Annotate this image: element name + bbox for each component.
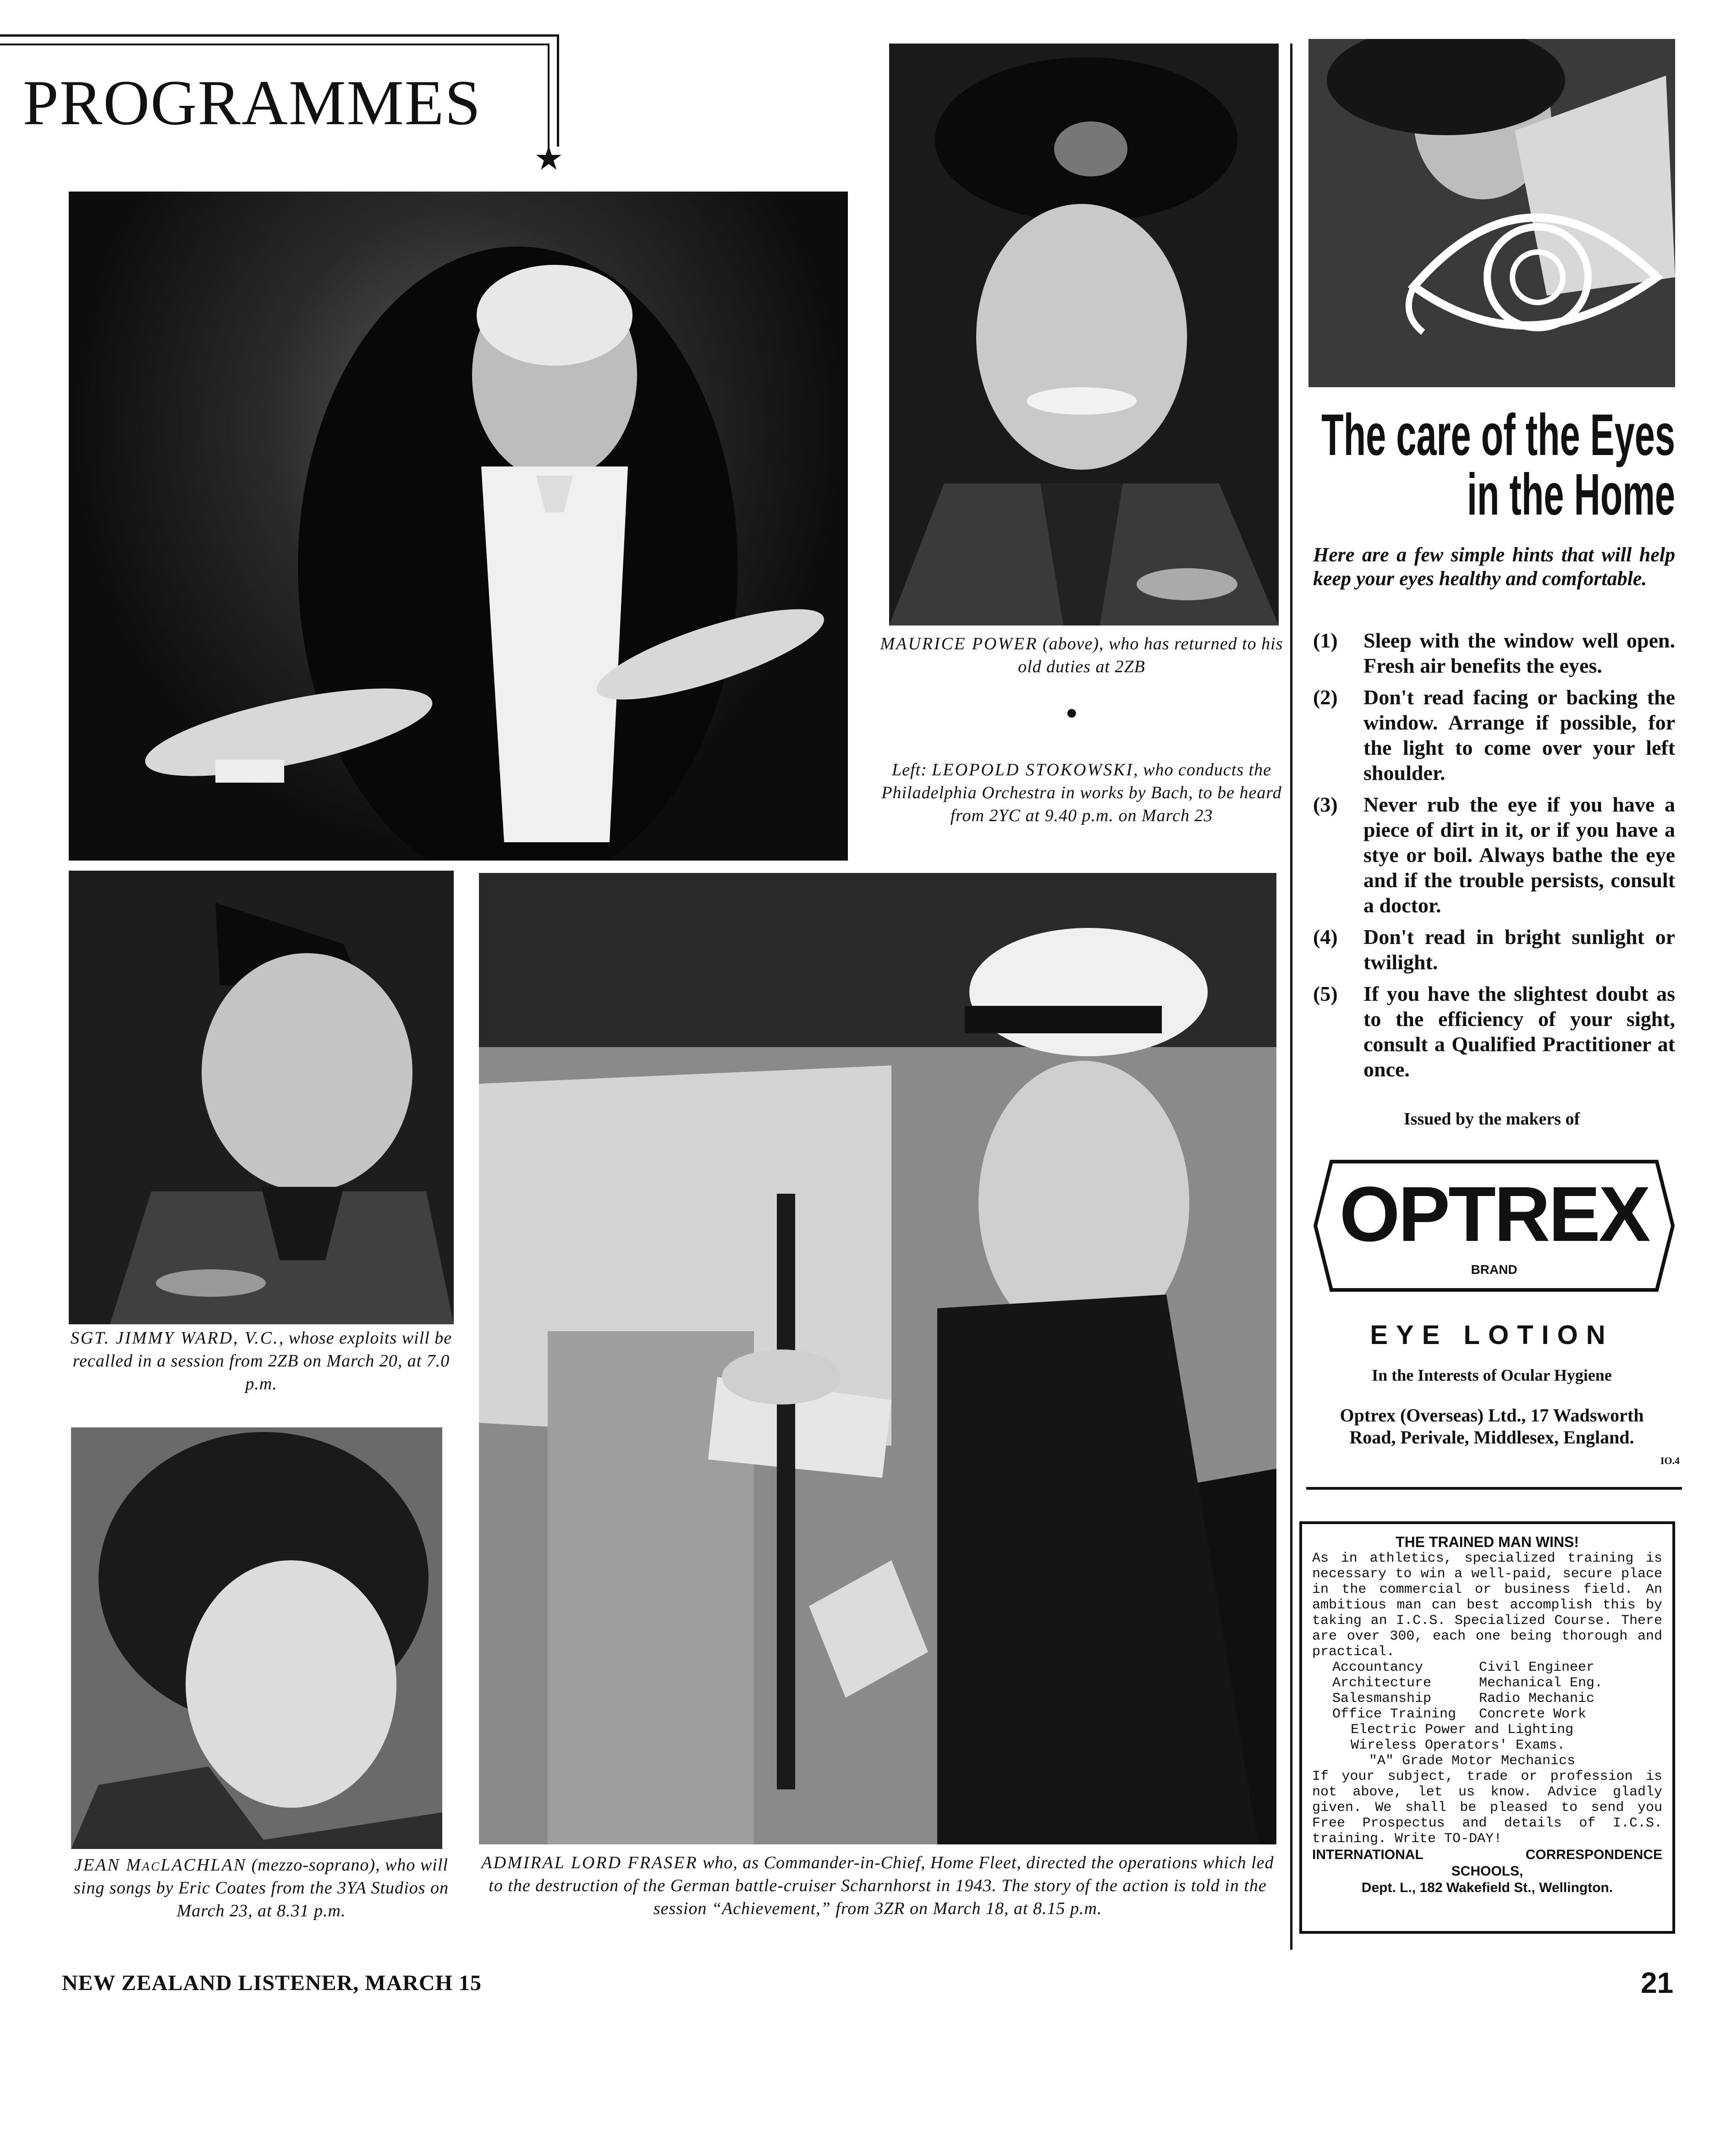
ics-headline: THE TRAINED MAN WINS!	[1396, 1534, 1579, 1550]
hint-item: (5) If you have the slightest doubt as to the efficiency of your sight, consult a Qualified Practitioner at once.	[1313, 982, 1675, 1081]
star-icon: ★	[534, 140, 564, 177]
ics-course: Architecture	[1332, 1675, 1432, 1691]
optrex-address: Optrex (Overseas) Ltd., 17 Wadsworth Road, Perivale, Middlesex, England.	[1340, 1405, 1644, 1448]
caption-name: LEOPOLD STOKOWSKI	[932, 760, 1134, 779]
ics-course: Electric Power and Lighting	[1351, 1722, 1574, 1738]
ics-closing: If your subject, trade or profession is not above, let us know. Advice gladly given. We shall be pleased to send you Free Prospectus and details of I.C.S. training. Write TO-DAY!	[1312, 1769, 1662, 1847]
caption-name: MAURICE POWER	[880, 634, 1038, 653]
ics-org-line2: SCHOOLS,	[1451, 1864, 1523, 1879]
page-number: 21	[1641, 1966, 1674, 1999]
caption-text: who, as Commander-in-Chief, Home Fleet, directed the operations which led to the destruction of the German battle-cruiser Scharnhorst in 1943. The story of the action is told in the session “Achievement,” from 3ZR on March 18, at 8.15 p.m.	[489, 1853, 1274, 1918]
optrex-intro: Here are a few simple hints that will help keep your eyes healthy and comfortable.	[1313, 543, 1675, 590]
footer-publication: NEW ZEALAND LISTENER, MARCH 15	[62, 1971, 482, 1995]
optrex-logo	[1313, 1152, 1675, 1299]
admiral-fraser-caption	[477, 1851, 1279, 1920]
ics-course: Civil Engineer	[1479, 1660, 1595, 1675]
caption-text: (above), who has returned to his old duties at 2ZB	[1018, 634, 1283, 676]
maurice-power-caption	[880, 632, 1283, 678]
ics-course: Concrete Work	[1479, 1706, 1587, 1722]
maurice-power-photo	[889, 44, 1279, 625]
optrex-brand-sub: BRAND	[1471, 1262, 1517, 1277]
ics-course: Salesmanship	[1332, 1691, 1432, 1706]
stokowski-caption	[880, 758, 1283, 827]
ics-address: Dept. L., 182 Wakefield St., Wellington.	[1361, 1880, 1613, 1895]
ics-org-left: INTERNATIONAL	[1312, 1847, 1424, 1862]
ics-org	[1312, 1847, 1662, 1863]
optrex-title-line2: in the Home	[1467, 462, 1675, 527]
caption-text: , whose exploits will be recalled in a session from 2ZB on March 20, at 7.0 p.m.	[72, 1328, 452, 1393]
stokowski-photo	[69, 192, 848, 861]
optrex-ad	[1304, 39, 1680, 1482]
ics-course: Wireless Operators' Exams.	[1351, 1738, 1566, 1753]
ics-course: "A" Grade Motor Mechanics	[1369, 1753, 1576, 1769]
ics-body: As in athletics, specialized training is necessary to win a well-paid, secure place in the commercial or business field. An ambitious man can best accomplish this by taking an I.C.S. Specialized Course. There are over 300, each one being thorough and practical.	[1312, 1551, 1662, 1660]
caption-bullet: ●	[1066, 701, 1078, 724]
jimmy-ward-photo	[69, 871, 454, 1324]
jimmy-ward-caption	[60, 1327, 463, 1395]
page-title: PROGRAMMES	[23, 67, 482, 138]
jean-maclachlan-photo	[71, 1427, 442, 1849]
hint-item: (3) Never rub the eye if you have a piece of dirt in it, or if you have a stye or boil. Always bathe the eye and if the trouble persists, consult a doctor.	[1313, 793, 1675, 917]
hint-item: (2) Don't read facing or backing the window. Arrange if possible, for the light to come over your left shoulder.	[1313, 686, 1675, 784]
ics-course-list	[1312, 1660, 1662, 1769]
caption-name: ADMIRAL LORD FRASER	[481, 1853, 698, 1872]
ad-divider	[1306, 1487, 1682, 1490]
ics-course: Office Training	[1332, 1706, 1457, 1722]
optrex-issued-by: Issued by the makers of	[1403, 1109, 1580, 1129]
ics-org-right: CORRESPONDENCE	[1525, 1847, 1662, 1862]
ics-course: Mechanical Eng.	[1479, 1675, 1603, 1691]
optrex-tagline: In the Interests of Ocular Hygiene	[1372, 1366, 1612, 1384]
optrex-title-line1: The care of the Eyes	[1321, 402, 1675, 468]
caption-name: JEAN MacLACHLAN	[74, 1855, 247, 1875]
caption-text: (mezzo-soprano), who will sing songs by Eric Coates from the 3YA Studios on March 23, at 8.31 p.m.	[74, 1855, 449, 1920]
optrex-product: EYE LOTION	[1370, 1320, 1614, 1350]
optrex-code: IO.4	[1660, 1455, 1680, 1466]
optrex-title	[1079, 402, 1675, 527]
caption-text: , who conducts the Philadelphia Orchestra in works by Bach, to be heard from 2YC at 9.40 p.m. on March 23	[881, 760, 1282, 825]
hint-item: (1) Sleep with the window well open. Fresh air benefits the eyes.	[1313, 629, 1675, 677]
eye-illustration	[1308, 39, 1675, 387]
optrex-brand: OPTREX	[1339, 1171, 1649, 1258]
admiral-fraser-photo	[479, 873, 1276, 1844]
jean-maclachlan-caption	[60, 1854, 463, 1922]
hint-item: (4) Don't read in bright sunlight or twilight.	[1313, 925, 1675, 974]
ics-course: Accountancy	[1332, 1660, 1424, 1675]
ics-course: Radio Mechanic	[1479, 1691, 1595, 1706]
caption-name: SGT. JIMMY WARD, V.C.	[70, 1328, 279, 1348]
column-rule	[1290, 44, 1292, 1950]
ics-ad	[1299, 1521, 1675, 1934]
caption-lead: Left:	[892, 760, 932, 779]
optrex-hints-list	[1313, 628, 1675, 1088]
